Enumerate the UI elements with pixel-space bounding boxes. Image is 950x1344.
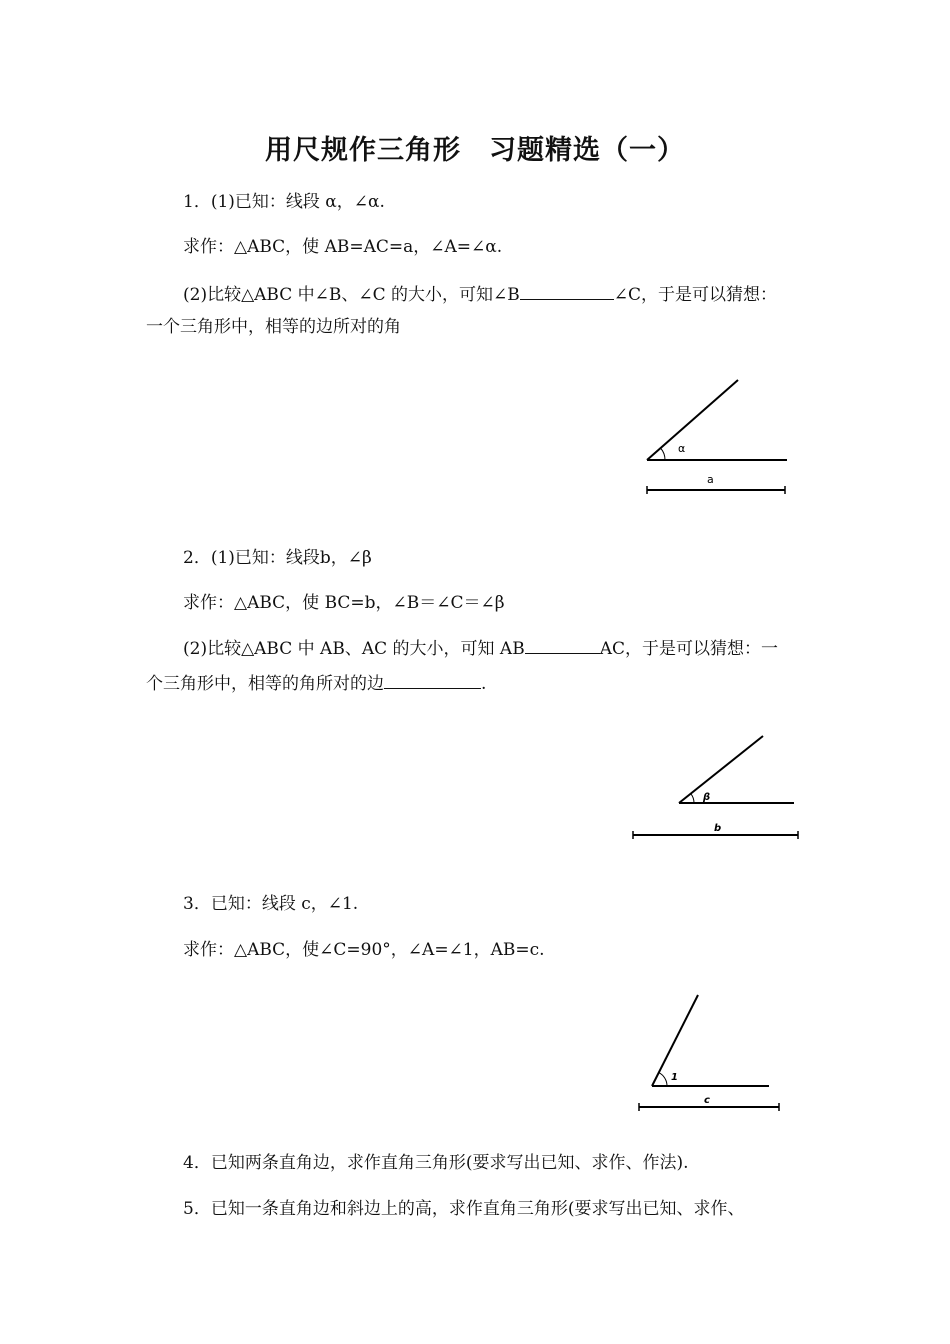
- figure-3: [634, 990, 789, 1115]
- problem-2-compare-text: (2)比较△ABC 中 AB、AC 的大小，可知 AB: [183, 639, 525, 659]
- problem-5: 5．已知一条直角边和斜边上的高，求作直角三角形(要求写出已知、求作、: [183, 1199, 745, 1219]
- problem-2-answer-blank-2[interactable]: [384, 672, 481, 689]
- figure-3-angle-label: 1: [671, 1072, 678, 1083]
- problem-2-conjecture-text: 个三角形中，相等的角所对的边: [146, 674, 384, 694]
- figure-1-angle-arc: [661, 448, 666, 460]
- figure-1-angle-label: α: [678, 442, 686, 455]
- figure-2-segment-label: b: [714, 823, 722, 834]
- problem-1-answer-blank[interactable]: [520, 283, 614, 300]
- problem-3-given: 3．已知：线段 c，∠1.: [183, 894, 359, 914]
- figure-1-segment-label: a: [707, 473, 714, 486]
- problem-1-given: 1．(1)已知：线段 α，∠α.: [183, 192, 385, 212]
- figure-3-angle-arc: [659, 1073, 667, 1086]
- problem-1-construct: 求作：△ABC，使 AB=AC=a，∠A=∠α.: [183, 237, 503, 257]
- problem-2-conjecture-end: .: [481, 674, 487, 694]
- problem-3-construct: 求作：△ABC，使∠C=90°，∠A=∠1，AB=c.: [183, 940, 545, 960]
- page-title: 用尺规作三角形 习题精选（一）: [265, 135, 685, 166]
- figure-3-segment-label: c: [704, 1095, 710, 1106]
- problem-1-compare: [183, 283, 777, 306]
- problem-2-compare-text-end: AC，于是可以猜想：一: [599, 639, 778, 659]
- problem-2-conjecture: [146, 672, 486, 695]
- problem-1-compare-text: (2)比较△ABC 中∠B、∠C 的大小，可知∠B: [183, 285, 520, 305]
- problem-1-compare-text-end: ∠C，于是可以猜想：: [613, 285, 778, 305]
- problem-2-answer-blank-1[interactable]: [525, 637, 600, 654]
- problem-2-given: 2．(1)已知：线段b，∠β: [183, 548, 372, 568]
- problem-4: 4．已知两条直角边，求作直角三角形(要求写出已知、求作、作法).: [183, 1153, 689, 1173]
- problem-2-compare: [183, 637, 778, 660]
- problem-2-construct: 求作：△ABC，使 BC=b，∠B＝∠C＝∠β: [183, 593, 505, 613]
- figure-2: [628, 730, 808, 845]
- figure-2-angle-arc: [691, 794, 694, 803]
- figure-1: [640, 372, 795, 502]
- figure-2-angle-ray: [679, 736, 763, 803]
- figure-2-angle-label: β: [703, 792, 711, 803]
- problem-1-conjecture: 一个三角形中，相等的边所对的角: [146, 317, 401, 337]
